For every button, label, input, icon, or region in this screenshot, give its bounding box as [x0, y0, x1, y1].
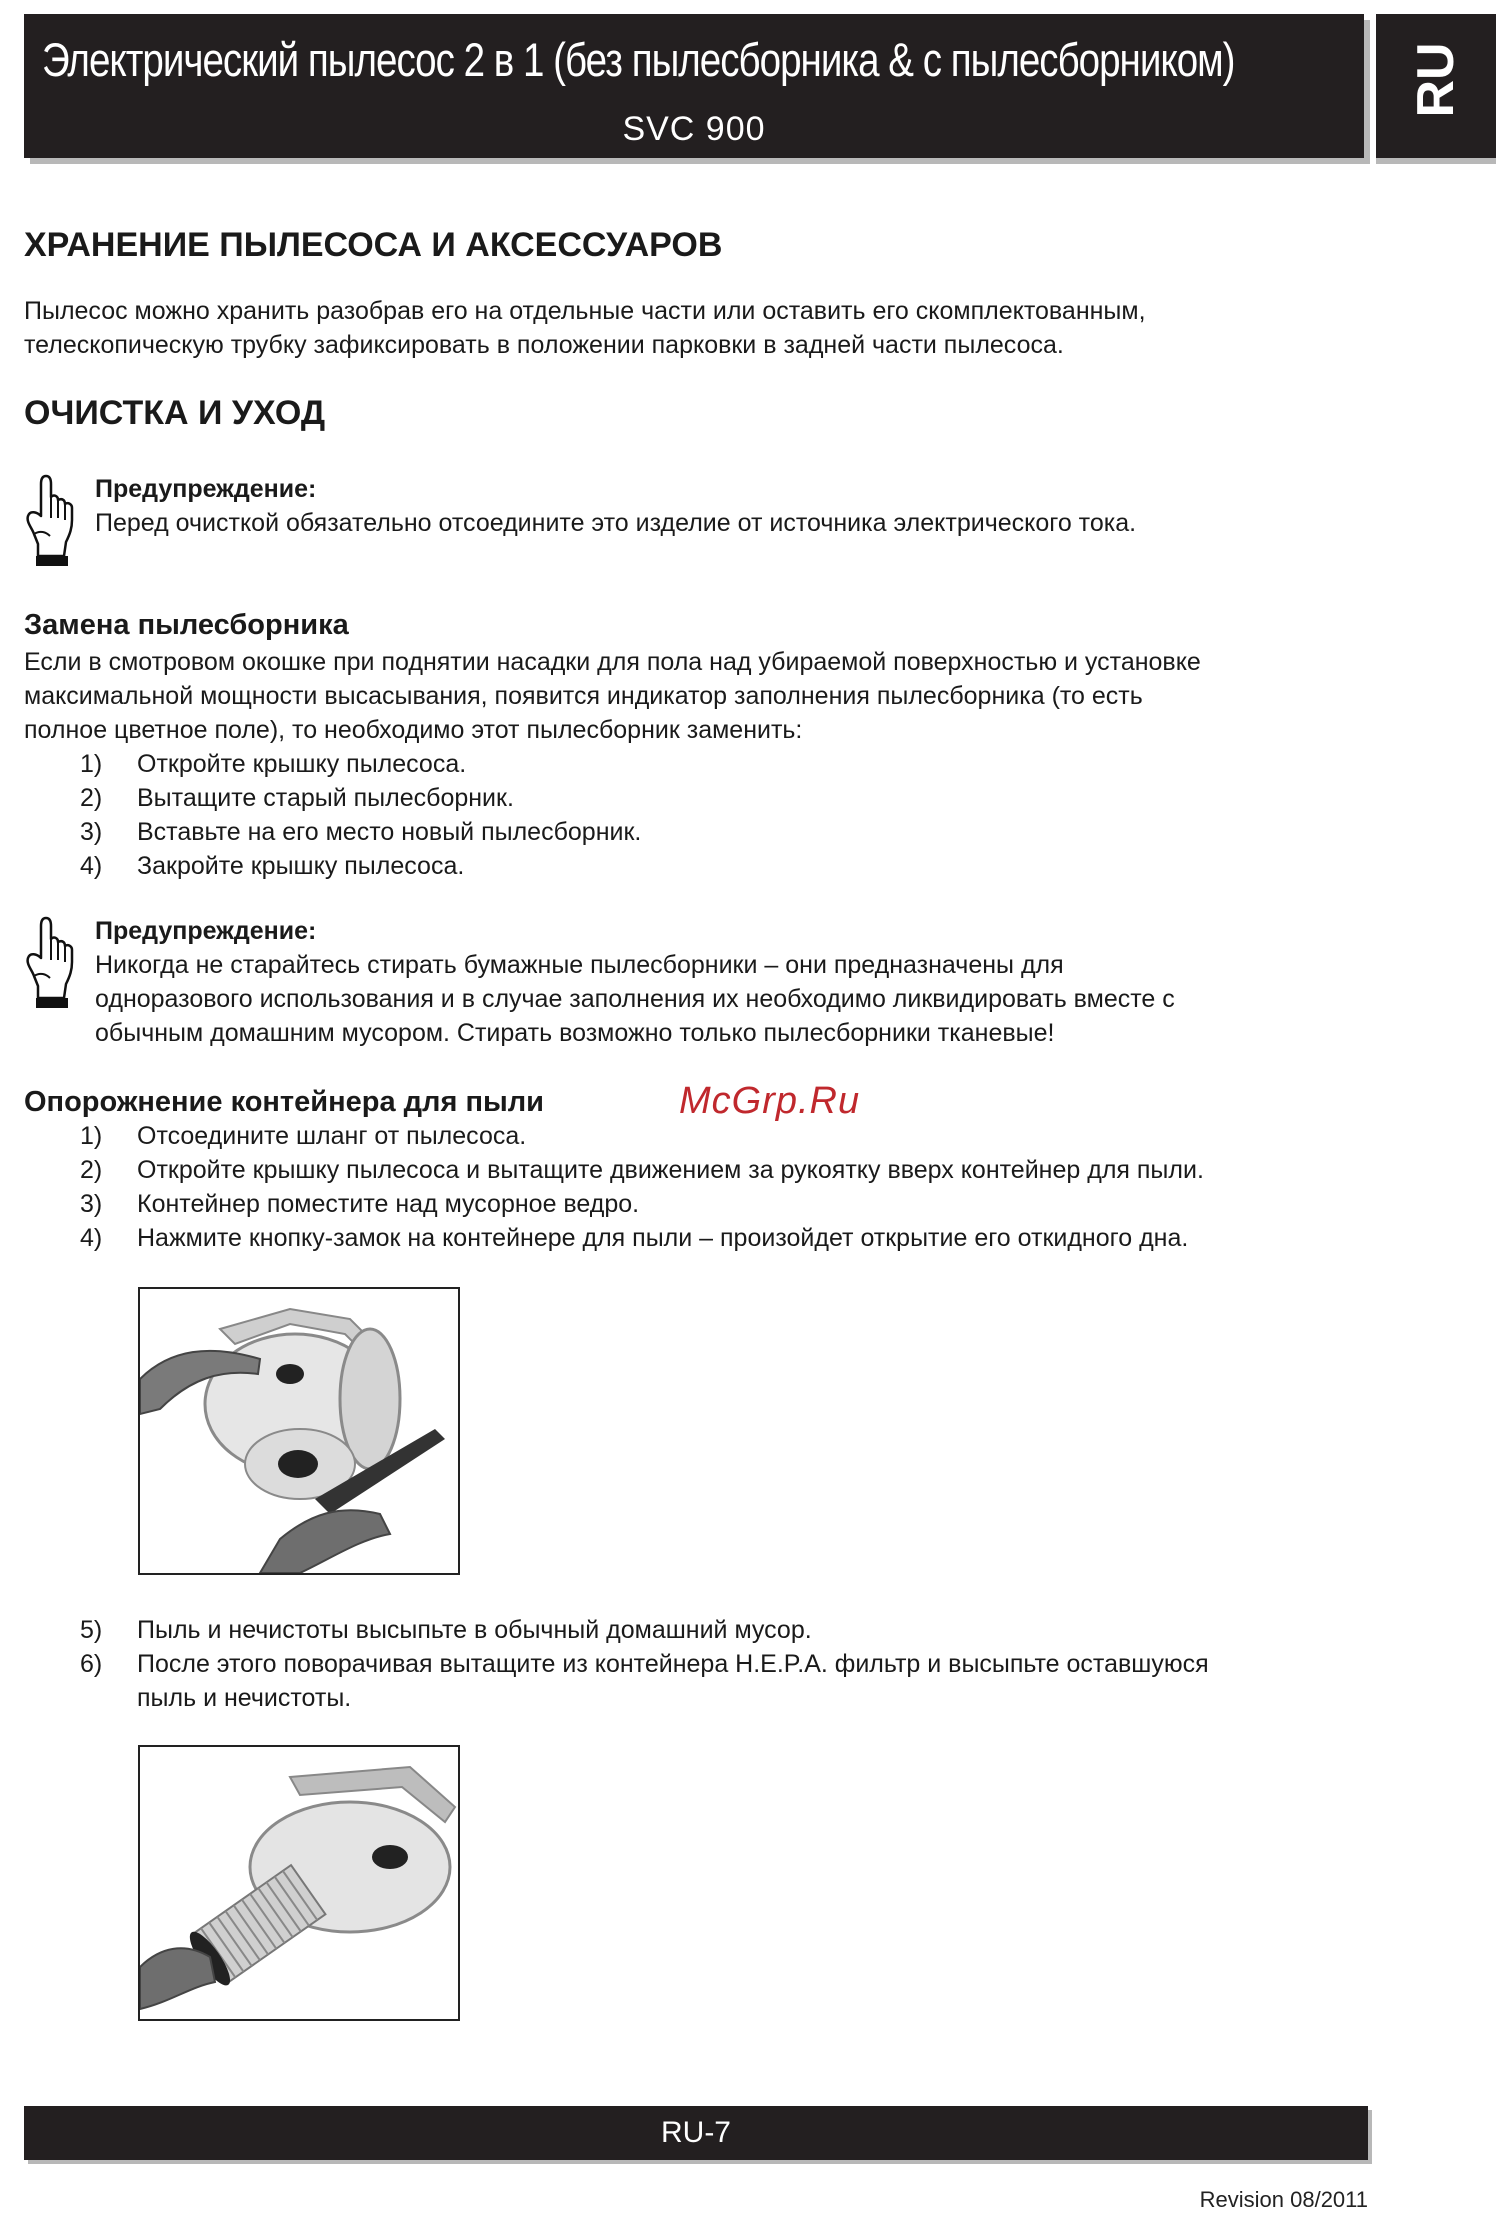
- storage-line-1: Пылесос можно хранить разобрав его на отдельные части или оставить его скомплектованным,: [24, 297, 1146, 325]
- step-number: 1): [80, 1122, 103, 1150]
- figure-open-container: [138, 1287, 460, 1575]
- step-number: 1): [80, 750, 103, 778]
- container-steps-list-2: [24, 1613, 1209, 1715]
- list-item: [24, 1221, 1204, 1255]
- step-number: 3): [80, 1190, 103, 1218]
- page-footer: [24, 2106, 1368, 2160]
- language-tab: [1376, 14, 1496, 158]
- warning-hand-icon: [24, 914, 76, 1010]
- warning-2-line-3: обычным домашним мусором. Стирать возможно только пылесборники тканевые!: [95, 1019, 1055, 1047]
- warning-2-line-1: Никогда не старайтесь стирать бумажные пылесборники – они предназначены для: [95, 951, 1064, 979]
- step-text-continued: пыль и нечистоты.: [137, 1684, 352, 1712]
- step-number: 6): [80, 1650, 103, 1678]
- step-text: Откройте крышку пылесоса и вытащите движением за рукоятку вверх контейнер для пыли.: [137, 1156, 1204, 1184]
- container-heading: Опорожнение контейнера для пыли: [24, 1086, 544, 1118]
- bag-line-3: полное цветное поле), то необходимо этот пылесборник заменить:: [24, 716, 803, 744]
- step-text: Вставьте на его место новый пылесборник.: [137, 818, 642, 846]
- step-number: 2): [80, 1156, 103, 1184]
- list-item: [24, 747, 641, 781]
- list-item: [24, 849, 641, 883]
- warning-2-text: [95, 948, 1355, 1050]
- step-number: 4): [80, 1224, 103, 1252]
- list-item: [24, 1647, 1209, 1715]
- step-number: 5): [80, 1616, 103, 1644]
- bag-steps-list: [24, 747, 641, 883]
- step-text: Закройте крышку пылесоса.: [137, 852, 465, 880]
- step-number: 2): [80, 784, 103, 812]
- storage-text: [24, 294, 1364, 362]
- container-steps-list: [24, 1119, 1204, 1255]
- warning-hand-icon: [24, 472, 76, 568]
- list-item: [24, 1119, 1204, 1153]
- warning-2-line-2: одноразового использования и в случае заполнения их необходимо ликвидировать вместе с: [95, 985, 1175, 1013]
- watermark: McGrp.Ru: [679, 1080, 861, 1122]
- step-number: 3): [80, 818, 103, 846]
- storage-heading: ХРАНЕНИЕ ПЫЛЕСОСА И АКСЕССУАРОВ: [24, 226, 723, 264]
- list-item: [24, 1187, 1204, 1221]
- warning-1-title: Предупреждение:: [95, 475, 317, 503]
- care-heading: ОЧИСТКА И УХОД: [24, 394, 326, 432]
- list-item: [24, 815, 641, 849]
- storage-line-2: телескопическую трубку зафиксировать в положении парковки в задней части пылесоса.: [24, 331, 1064, 359]
- figure-hepa-filter: [138, 1745, 460, 2021]
- page-header: [24, 14, 1364, 158]
- warning-1-text: Перед очисткой обязательно отсоедините это изделие от источника электрического тока.: [95, 509, 1137, 537]
- step-text: После этого поворачивая вытащите из контейнера H.E.P.A. фильтр и высыпьте оставшуюся: [137, 1650, 1209, 1678]
- bag-line-1: Если в смотровом окошке при поднятии насадки для пола над убираемой поверхностью и установке: [24, 648, 1201, 676]
- step-text: Откройте крышку пылесоса.: [137, 750, 467, 778]
- bag-heading: Замена пылесборника: [24, 609, 349, 641]
- list-item: [24, 1153, 1204, 1187]
- list-item: [24, 781, 641, 815]
- list-item: [24, 1613, 1209, 1647]
- language-label: RU: [1407, 42, 1465, 118]
- model-number: SVC 900: [622, 110, 766, 148]
- step-text: Отсоедините шланг от пылесоса.: [137, 1122, 527, 1150]
- step-text: Вытащите старый пылесборник.: [137, 784, 514, 812]
- dust-container-illustration: [140, 1289, 458, 1573]
- step-text: Пыль и нечистоты высыпьте в обычный домашний мусор.: [137, 1616, 812, 1644]
- revision-label: Revision 08/2011: [1199, 2187, 1368, 2212]
- document-title: Электрический пылесос 2 в 1 (без пылесборника & с пылесборником): [42, 33, 1235, 86]
- page-number: RU-7: [660, 2116, 731, 2149]
- step-text: Контейнер поместите над мусорное ведро.: [137, 1190, 640, 1218]
- bag-line-2: максимальной мощности высасывания, появится индикатор заполнения пылесборника (то есть: [24, 682, 1143, 710]
- step-text: Нажмите кнопку-замок на контейнере для пыли – произойдет открытие его откидного дна.: [137, 1224, 1189, 1252]
- warning-2-title: Предупреждение:: [95, 917, 317, 945]
- bag-text: [24, 645, 1364, 747]
- hepa-filter-illustration: [140, 1747, 458, 2019]
- step-number: 4): [80, 852, 103, 880]
